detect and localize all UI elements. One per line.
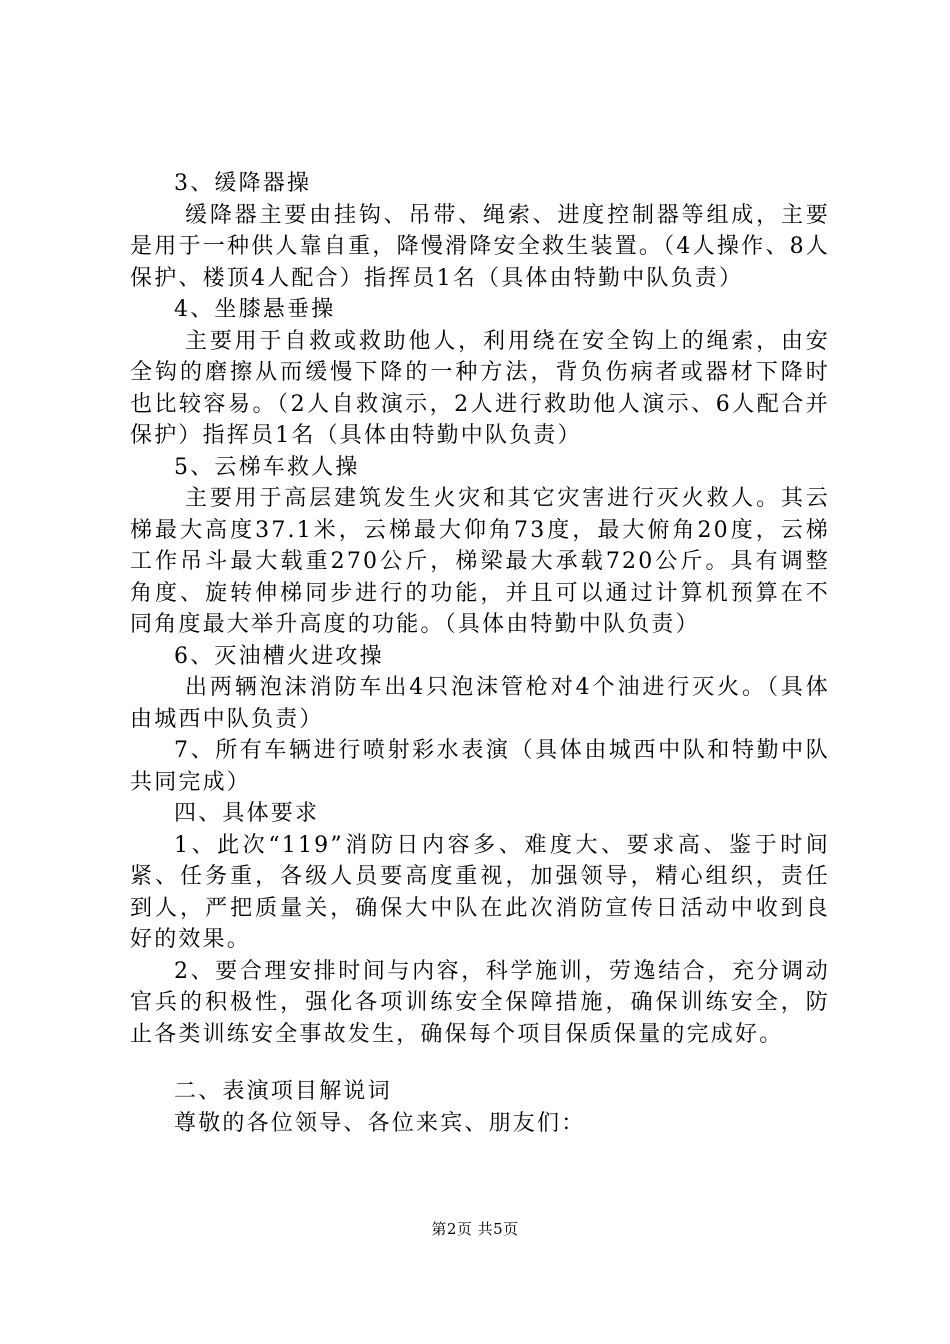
- section-heading-3: 3、缓降器操: [174, 171, 312, 196]
- document-body: [130, 168, 830, 1139]
- page-number-footer: 第2页 共5页: [431, 1220, 519, 1238]
- requirement-item-1: 1、此次“119”消防日内容多、难度大、要求高、鉴于时间紧、任务重，各级人员要高度重视，加强领导，精心组织，责任到人，严把质量关，确保大中队在此次消防宣传日活动中收到良好的效果。: [130, 832, 830, 952]
- requirement-item-2: 2、要合理安排时间与内容，科学施训，劳逸结合，充分调动官兵的积极性，强化各项训练安全保障措施，确保训练安全，防止各类训练安全事故发生，确保每个项目保质保量的完成好。: [130, 958, 830, 1047]
- salutation: 尊敬的各位领导、各位来宾、朋友们：: [174, 1110, 586, 1136]
- paragraph-knee-hang: 主要用于自救或救助他人，利用绕在安全钩上的绳索，由安全钩的磨擦从而缓慢下降的一种方法，背负伤病者或器材下降时也比较容易。（2人自救演示，2人进行救助他人演示、6人配合并保护）指挥员1名（具体由特勤中队负责）: [130, 328, 830, 448]
- section-heading-requirements: 四、具体要求: [174, 801, 320, 826]
- paragraph-descender: 缓降器主要由挂钩、吊带、绳索、进度控制器等组成，主要是用于一种供人靠自重，降慢滑降安全救生装置。（4人操作、8人保护、楼顶4人配合）指挥员1名（具体由特勤中队负责）: [130, 202, 830, 291]
- paragraph-ladder-truck: 主要用于高层建筑发生火灾和其它灾害进行灭火救人。其云梯最大高度37.1米，云梯最大仰角73度，最大俯角20度，云梯工作吊斗最大载重270公斤，梯梁最大承载720公斤。具有调整角度、旋转伸梯同步进行的功能，并且可以通过计算机预算在不同角度最大举升高度的功能。（具体由特勤中队负责）: [130, 486, 830, 637]
- section-heading-4: 4、坐膝悬垂操: [174, 297, 336, 322]
- section-heading-7: 7、所有车辆进行喷射彩水表演（具体由城西中队和特勤中队共同完成）: [130, 738, 830, 795]
- paragraph-gap: [130, 1050, 830, 1076]
- section-heading-6: 6、灭油槽火进攻操: [174, 643, 384, 669]
- section-heading-commentary: 二、表演项目解说词: [174, 1079, 392, 1104]
- section-heading-5: 5、云梯车救人操: [174, 454, 360, 480]
- paragraph-oil-fire: 出两辆泡沫消防车出4只泡沫管枪对4个油进行灭火。（具体由城西中队负责）: [130, 675, 830, 732]
